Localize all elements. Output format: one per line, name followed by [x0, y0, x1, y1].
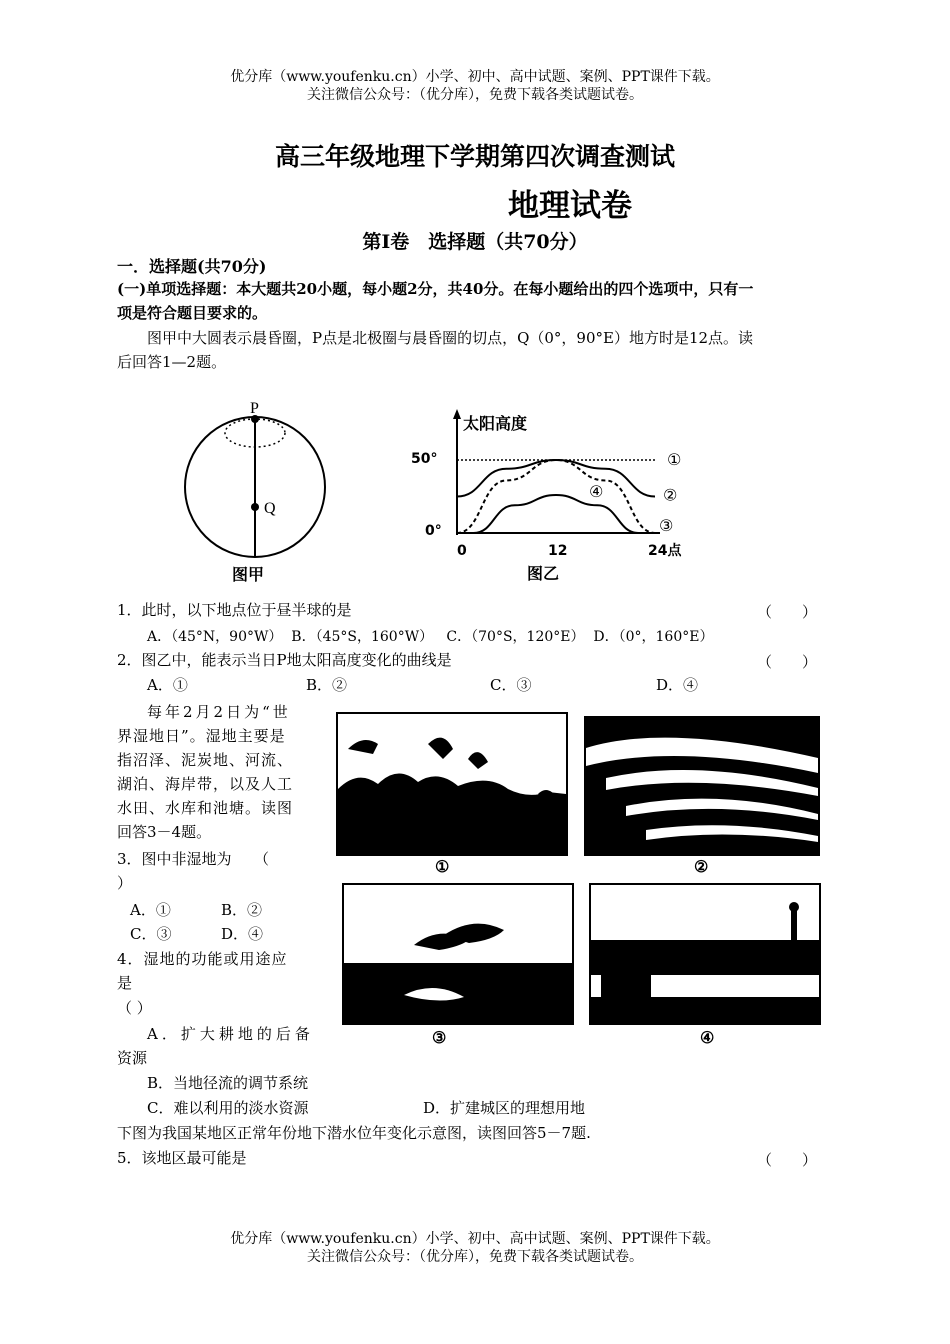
q3-option-b: B．② [221, 901, 263, 919]
q-label: Q [264, 500, 276, 517]
wetland-intro-line-6: 回答3－4题。 [117, 823, 212, 841]
q3-stem: 3．图中非湿地为 （ [117, 850, 270, 868]
y-axis-title: 太阳高度 [463, 414, 528, 433]
q1-options: A．（45°N，90°W） B．（45°S，160°W） C．（70°S，120°E） D．（0°，160°E） [147, 629, 714, 645]
curve-2 [457, 460, 655, 497]
figure-jia-label: 图甲 [232, 565, 265, 584]
x-tick-0: 0 [457, 543, 467, 559]
q4-option-c: C．难以利用的淡水资源 [147, 1099, 309, 1117]
y-tick-50: 50° [411, 451, 438, 467]
curve-label-1: ① [667, 450, 682, 469]
photo-label-3: ③ [432, 1028, 447, 1047]
q4-answer-paren[interactable]: （ ） [117, 999, 152, 1017]
q2-stem: 2．图乙中，能表示当日P地太阳高度变化的曲线是 [117, 651, 452, 669]
q3-option-a: A．① [130, 901, 171, 919]
footer-line-1: 优分库（www.youfenku.cn）小学、初中、高中试题、案例、PPT课件下载。 [230, 1231, 720, 1247]
section-heading: 一．选择题(共70分) [117, 257, 267, 276]
figure-jia [170, 395, 340, 590]
q2-option-c: C．③ [490, 676, 532, 694]
q4-option-b: B．当地径流的调节系统 [147, 1074, 309, 1092]
wetland-intro-line-1: 每年2月2日为“世 [147, 703, 291, 721]
photo-label-4: ④ [700, 1028, 715, 1047]
photo-2-terraces [584, 716, 820, 856]
q1-stem: 1．此时，以下地点位于昼半球的是 [117, 601, 352, 619]
instruction-line-1: (一)单项选择题：本大题共20小题，每小题2分，共40分。在每小题给出的四个选项中，只有一 [117, 280, 754, 298]
wetland-intro-line-3: 指沼泽、泥炭地、河流、 [117, 751, 294, 769]
intro-1-2-line-1: 图甲中大圆表示晨昏圈，P点是北极圈与晨昏圈的切点，Q（0°，90°E）地方时是12点。读 [147, 329, 754, 347]
photo-4-waterfront [589, 883, 821, 1025]
q4-option-a-cont: 资源 [117, 1049, 148, 1067]
photo-1-birds-reeds [336, 712, 568, 856]
part-title: 第Ⅰ卷 选择题（共70分） [362, 231, 588, 253]
q2-option-a: A．① [147, 676, 188, 694]
photo-label-1: ① [435, 857, 450, 876]
q3-option-c: C．③ [130, 925, 172, 943]
q5-stem: 5．该地区最可能是 [117, 1149, 247, 1167]
q1-answer-paren[interactable]: （ ） [757, 603, 818, 621]
x-tick-24: 24点 [648, 543, 682, 559]
q4-option-d: D．扩建城区的理想用地 [423, 1099, 586, 1117]
page-subtitle: 地理试卷 [508, 188, 632, 224]
q3-stem-close: ） [117, 874, 133, 892]
wetland-intro-line-4: 湖泊、海岸带，以及人工 [117, 775, 294, 793]
instruction-line-2: 项是符合题目要求的。 [117, 304, 268, 322]
q3-option-d: D．④ [221, 925, 264, 943]
y-axis-arrow [453, 409, 461, 419]
chart-curves [457, 450, 681, 535]
page-title: 高三年级地理下学期第四次调查测试 [274, 142, 675, 171]
footer-line-2: 关注微信公众号：（优分库），免费下载各类试题试卷。 [307, 1249, 643, 1265]
wetland-intro-line-2: 界湿地日”。湿地主要是 [117, 727, 286, 745]
curve-label-2: ② [663, 485, 678, 505]
wetland-intro-line-5: 水田、水库和池塘。读图 [117, 799, 294, 817]
q2-option-b: B．② [306, 676, 348, 694]
figure-yi-label: 图乙 [527, 564, 560, 583]
p-label: P [250, 400, 259, 417]
header-line-2: 关注微信公众号：（优分库），免费下载各类试题试卷。 [307, 87, 643, 103]
q2-answer-paren[interactable]: （ ） [757, 653, 818, 671]
q5-answer-paren[interactable]: （ ） [757, 1151, 818, 1169]
q2-option-d: D．④ [656, 676, 699, 694]
intro-1-2-line-2: 后回答1—2题。 [117, 353, 227, 371]
q4-stem-cont: 是 [117, 974, 133, 992]
y-tick-0: 0° [425, 523, 442, 539]
curve-label-4: ④ [589, 482, 604, 502]
curve-label-3: ③ [659, 516, 674, 535]
q4-stem: 4．湿地的功能或用途应 [117, 950, 288, 968]
curve-4 [474, 495, 639, 533]
x-tick-12: 12 [548, 543, 568, 559]
header-line-1: 优分库（www.youfenku.cn）小学、初中、高中试题、案例、PPT课件下载。 [230, 69, 720, 85]
photo-label-2: ② [694, 857, 709, 876]
photo-3-dolphins [342, 883, 574, 1025]
intro-5-7: 下图为我国某地区正常年份地下潜水位年变化示意图，读图回答5－7题. [117, 1124, 591, 1142]
curve-3 [457, 460, 655, 533]
figure-yi-chart [405, 405, 705, 585]
q4-option-a: A．扩大耕地的后备 [147, 1025, 314, 1043]
point-q [251, 503, 259, 511]
